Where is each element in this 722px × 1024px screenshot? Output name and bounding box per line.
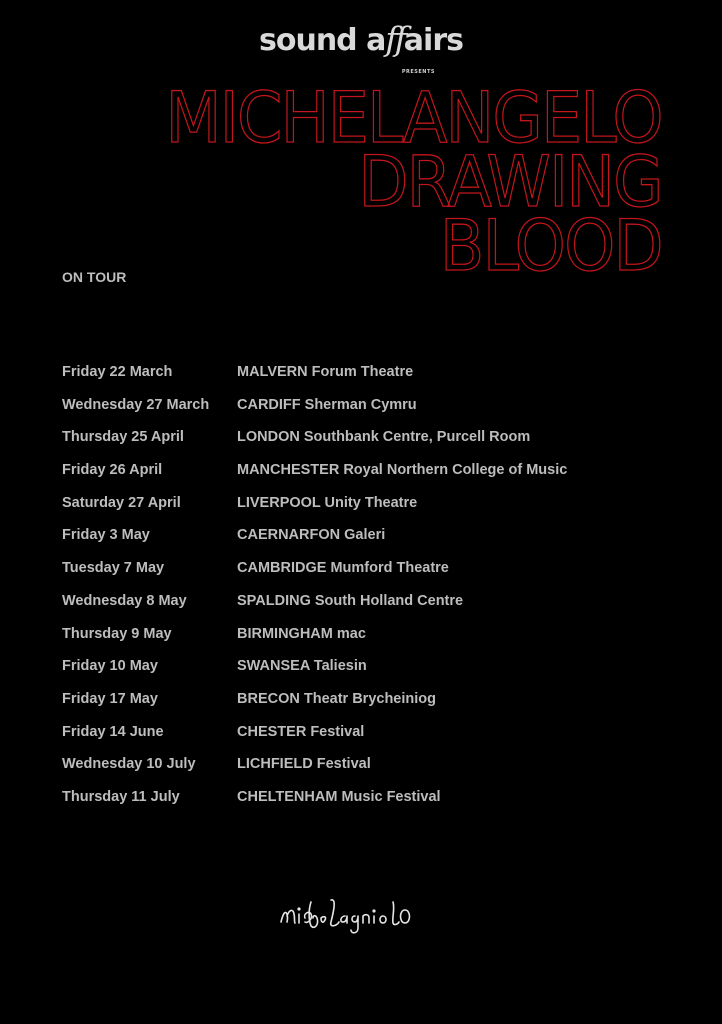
tour-row xyxy=(62,593,662,626)
tour-date: Friday 3 May xyxy=(62,527,150,544)
tour-venue: SWANSEA Taliesin xyxy=(237,658,367,675)
brand-header xyxy=(0,19,722,75)
title-line-3: BLOOD xyxy=(440,205,662,287)
title-line-1: MICHELANGELO xyxy=(165,77,662,159)
tour-date: Friday 22 March xyxy=(62,364,173,380)
tour-date: Friday 26 April xyxy=(62,462,163,479)
tour-row xyxy=(62,691,662,724)
tour-venue: MALVERN Forum Theatre xyxy=(237,364,414,380)
tour-row xyxy=(62,462,662,495)
tour-date: Thursday 25 April xyxy=(62,429,184,446)
tour-venue: CAMBRIDGE Mumford Theatre xyxy=(237,560,449,577)
tour-row xyxy=(62,495,662,528)
tour-date: Wednesday 27 March xyxy=(62,396,210,413)
title-line-2: DRAWING xyxy=(358,141,662,223)
tour-venue: CAERNARFON Galeri xyxy=(237,527,386,544)
tour-date: Wednesday 10 July xyxy=(62,756,196,773)
tour-date: Thursday 11 July xyxy=(62,788,180,805)
tour-venue: LICHFIELD Festival xyxy=(237,756,371,773)
tour-venue: CHESTER Festival xyxy=(237,723,365,740)
tour-venue: LIVERPOOL Unity Theatre xyxy=(237,494,418,511)
tour-dates-list xyxy=(62,364,662,822)
page-title xyxy=(128,77,662,287)
on-tour-label: ON TOUR xyxy=(62,269,127,285)
tour-row xyxy=(62,789,662,822)
tour-venue: SPALDING South Holland Centre xyxy=(237,592,464,609)
tour-venue: CARDIFF Sherman Cymru xyxy=(237,396,417,413)
tour-row xyxy=(62,527,662,560)
tour-date: Thursday 9 May xyxy=(62,625,172,642)
tour-row xyxy=(62,397,662,430)
tour-venue: CHELTENHAM Music Festival xyxy=(237,788,441,805)
presents-label: PRESENTS xyxy=(401,69,435,75)
tour-date: Friday 10 May xyxy=(62,658,158,675)
tour-venue: LONDON Southbank Centre, Purcell Room xyxy=(237,429,531,446)
tour-row xyxy=(62,429,662,462)
sound-affairs-logo: sound affairs PRESENTS xyxy=(259,22,463,58)
tour-row xyxy=(62,560,662,593)
michelangelo-signature xyxy=(275,888,435,938)
tour-date: Friday 14 June xyxy=(62,723,164,740)
tour-row xyxy=(62,658,662,691)
tour-date: Wednesday 8 May xyxy=(62,592,187,609)
tour-date: Saturday 27 April xyxy=(62,494,181,511)
tour-date: Tuesday 7 May xyxy=(62,560,165,577)
tour-row xyxy=(62,756,662,789)
tour-venue: BRECON Theatr Brycheiniog xyxy=(237,690,436,707)
tour-venue: MANCHESTER Royal Northern College of Music xyxy=(237,462,568,479)
tour-venue: BIRMINGHAM mac xyxy=(237,625,366,642)
tour-row xyxy=(62,364,662,397)
tour-row xyxy=(62,724,662,757)
tour-date: Friday 17 May xyxy=(62,690,158,707)
tour-row xyxy=(62,626,662,659)
